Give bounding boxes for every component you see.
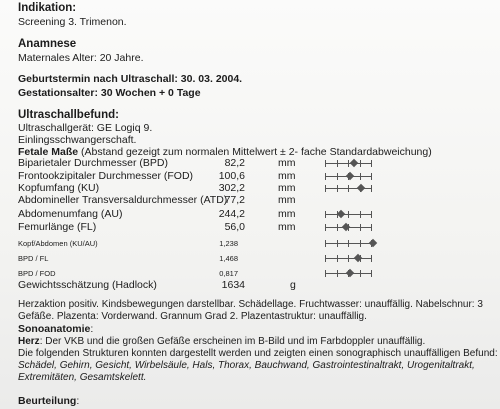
range-tick: [360, 270, 361, 277]
measurement-label: Kopf/Abdomen (KU/AU): [18, 239, 98, 248]
range-tick: [325, 211, 326, 218]
ultrasound-device: Ultraschallgerät: GE Logiq 9.: [18, 122, 153, 134]
due-date: Geburtstermin nach Ultraschall: 30. 03. 2004.: [18, 73, 243, 85]
measurement-label: Gewichtsschätzung (Hadlock): [18, 279, 157, 291]
measurement-label: Biparietaler Durchmesser (BPD): [18, 157, 168, 169]
measurement-unit: mm: [278, 194, 296, 206]
range-tick: [348, 255, 349, 262]
range-indicator: [325, 269, 371, 277]
anamnesis-text: Maternales Alter: 20 Jahre.: [18, 52, 144, 64]
range-tick: [348, 160, 349, 167]
range-indicator: [325, 184, 371, 192]
measurement-value: 100,6: [218, 170, 245, 182]
range-indicator: [325, 172, 371, 180]
measurement-value: 0,817: [219, 269, 238, 278]
measurement-unit: mm: [278, 208, 296, 220]
measurement-value: 1,238: [219, 239, 238, 248]
range-tick: [371, 160, 372, 167]
measurement-value: 1,468: [219, 254, 238, 263]
range-tick: [371, 211, 372, 218]
range-tick: [360, 240, 361, 247]
heart-label: Herz: [18, 336, 40, 347]
measurement-unit: mm: [278, 157, 296, 169]
sonoanatomy-title: Sonoanatomie: [18, 323, 91, 335]
assessment-colon: :: [76, 395, 80, 407]
range-indicator: [325, 210, 371, 218]
range-tick: [337, 270, 338, 277]
structures-intro: Die folgenden Strukturen konnten dargestellt werden und zeigten einen sonographisch unauffälligen Befund:: [18, 348, 498, 359]
range-tick: [325, 185, 326, 192]
range-tick: [325, 173, 326, 180]
range-marker: [354, 254, 362, 262]
measurement-label: Abdomineller Transversaldurchmesser (ATD): [18, 194, 228, 206]
measurement-unit: mm: [278, 182, 296, 194]
indication-text: Screening 3. Trimenon.: [18, 16, 127, 28]
measurement-label: BPD / FL: [18, 254, 49, 263]
range-tick: [325, 270, 326, 277]
range-tick: [337, 255, 338, 262]
range-tick: [371, 185, 372, 192]
range-tick: [360, 160, 361, 167]
range-tick: [371, 255, 372, 262]
measurement-value: 244,2: [218, 208, 245, 220]
range-indicator: [325, 223, 371, 231]
measurement-unit: mm: [278, 221, 296, 233]
measurement-value: 1634: [221, 279, 245, 291]
measurement-label: Femurlänge (FL): [18, 221, 97, 233]
range-tick: [325, 224, 326, 231]
range-tick: [371, 173, 372, 180]
range-tick: [337, 224, 338, 231]
range-indicator: [325, 254, 371, 262]
fetal-measures-note: (Abstand gezeigt zum normalen Mittelwert ± 2- fache Standardabweichung): [78, 146, 432, 158]
measurement-value: 82,2: [224, 157, 245, 169]
range-marker: [337, 210, 345, 218]
range-tick: [348, 240, 349, 247]
heart-text: : Der VKB und die großen Gefäße erscheinen im B-Bild und im Farbdoppler unauffällig.: [39, 336, 426, 347]
heart-finding: [18, 337, 425, 347]
assessment-title: Beurteilung: [18, 395, 77, 407]
range-tick: [360, 211, 361, 218]
measurement-label: Frontookzipitaler Durchmesser (FOD): [18, 170, 194, 182]
range-tick: [325, 160, 326, 167]
range-tick: [337, 173, 338, 180]
findings-line-1: Herzaktion positiv. Kindsbewegungen darstellbar. Schädellage. Fruchtwasser: unauffällig. Nabelschnur: 3: [18, 299, 483, 310]
pregnancy-type: Einlingsschwangerschaft.: [18, 134, 137, 146]
range-tick: [360, 173, 361, 180]
range-indicator: [325, 159, 371, 167]
anamnesis-heading: Anamnese: [18, 38, 77, 50]
sonoanatomy-colon: :: [90, 323, 94, 335]
range-tick: [325, 255, 326, 262]
findings-line-2: Gefäße. Plazenta: Vorderwand. Grannum Grad 2. Plazentastruktur: unauffällig.: [18, 311, 367, 322]
range-tick: [348, 185, 349, 192]
range-tick: [337, 240, 338, 247]
measurement-label: Kopfumfang (KU): [18, 182, 100, 194]
structures-list-1: Schädel, Gehirn, Gesicht, Wirbelsäule, Hals, Thorax, Bauchwand, Gastrointestinaltrakt, Urogenitaltrakt,: [18, 360, 475, 371]
range-tick: [337, 185, 338, 192]
range-indicator: [325, 239, 371, 247]
structures-list-2: Extremitäten, Gesamtskelett.: [18, 372, 147, 383]
measurement-value: 77,2: [224, 194, 245, 206]
measurement-value: 56,0: [224, 221, 245, 233]
gestational-age: Gestationsalter: 30 Wochen + 0 Tage: [18, 87, 201, 99]
measurement-value: 302,2: [218, 182, 245, 194]
assessment-heading: [18, 396, 79, 407]
indication-heading: Indikation:: [18, 2, 77, 14]
range-tick: [325, 240, 326, 247]
range-tick: [360, 224, 361, 231]
range-tick: [348, 211, 349, 218]
fetal-measures-title: Fetale Maße: [18, 146, 79, 158]
ultrasound-heading: Ultraschallbefund:: [18, 109, 119, 121]
range-tick: [371, 270, 372, 277]
range-tick: [371, 224, 372, 231]
measurement-label: Abdomenumfang (AU): [18, 208, 123, 220]
range-marker: [349, 159, 357, 167]
range-marker: [357, 184, 365, 192]
measurement-unit: g: [290, 279, 296, 291]
sonoanatomy-heading: [18, 324, 93, 335]
range-tick: [337, 160, 338, 167]
fetal-measures-heading: [18, 147, 432, 158]
measurement-unit: mm: [278, 170, 296, 182]
measurement-label: BPD / FOD: [18, 269, 56, 278]
